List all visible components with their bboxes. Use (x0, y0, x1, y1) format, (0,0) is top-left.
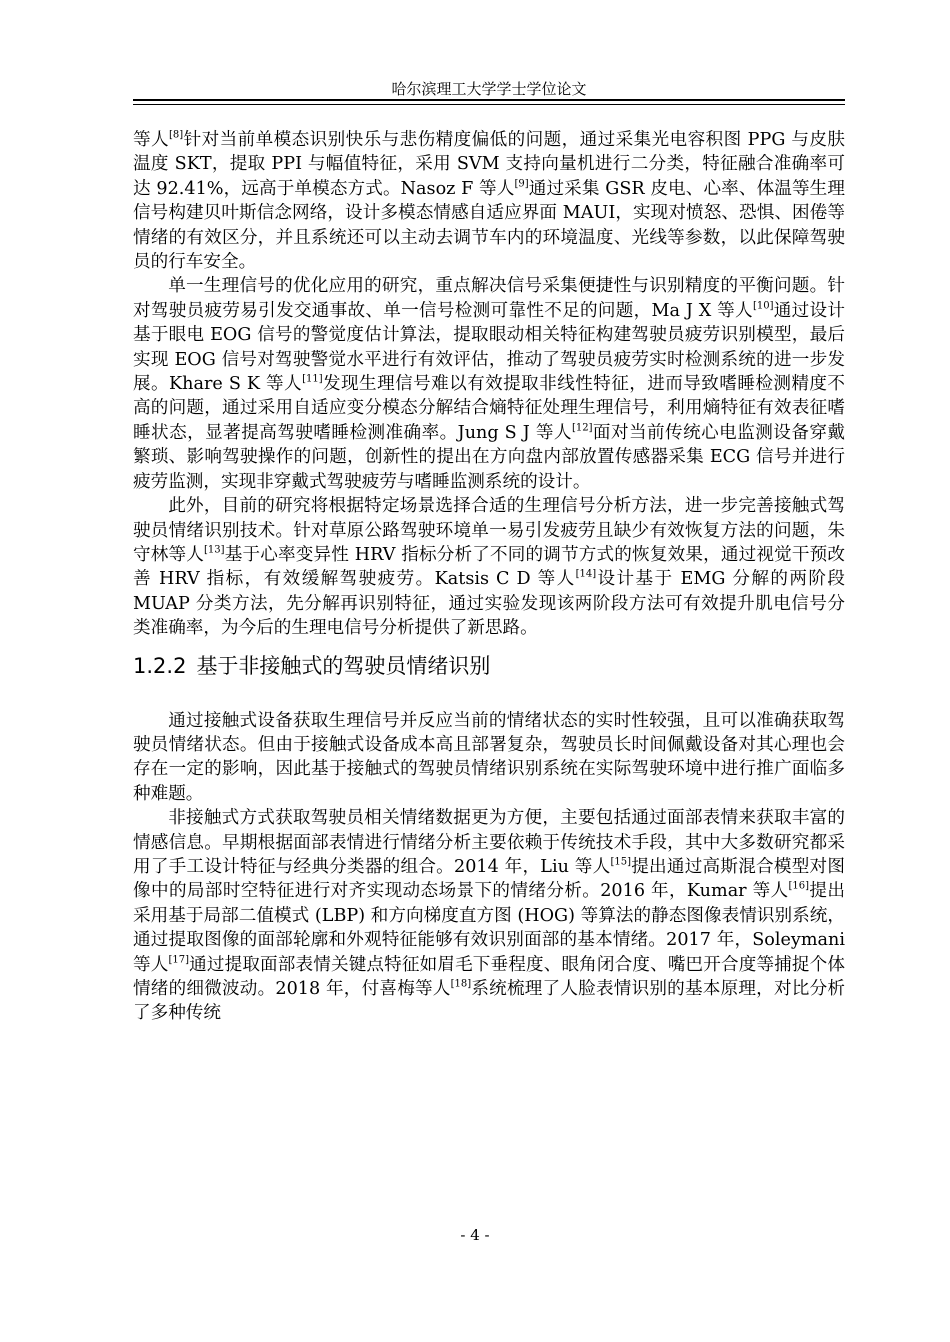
citation-ref: [17] (168, 954, 189, 966)
paragraph (133, 128, 845, 274)
text-run: 通过提取面部表情关键点特征如眉毛下垂程度、眼角闭合度、嘴巴开合度等捕捉个体情绪的细微波动。2018 年，付喜梅等人 (133, 954, 845, 999)
citation-ref: [15] (610, 856, 631, 868)
text-run: 此外，目前的研究将根据特定场景选择合适的生理信号分析方法，进一步完善接触式驾驶员情绪识别技术。针对草原公路驾驶环境单一易引发疲劳且缺少有效恢复方法的问题，朱守林等人 (133, 496, 845, 565)
citation-ref: [14] (575, 568, 597, 580)
text-run: 发现生理信号难以有效提取非线性特征，进而导致嗜睡检测精度不高的问题，通过采用自适应变分模态分解结合熵特征处理生理信号，利用熵特征有效表征嗜睡状态，显著提高驾驶嗜睡检测准确率。Jung S J 等人 (133, 374, 845, 443)
section-heading (133, 651, 845, 681)
citation-ref: [18] (450, 978, 472, 990)
citation-ref: [12] (571, 422, 593, 434)
citation-ref: [9] (514, 178, 529, 190)
text-run: 设计基于 EMG 分解的两阶段 MUAP 分类方法，先分解再识别特征，通过实验发现该两阶段方法可有效提升肌电信号分类准确率，为今后的生理电信号分析提供了新思路。 (133, 569, 845, 639)
text-run: 非接触式方式获取驾驶员相关情绪数据更为方便，主要包括通过面部表情来获取丰富的情感信息。早期根据面部表情进行情绪分析主要依赖于传统技术手段，其中大多数研究都采用了手工设计特征与经典分类器的组合。2014 年，Liu 等人 (133, 808, 845, 877)
text-run: 等人 (133, 130, 170, 150)
paragraph (133, 709, 845, 807)
text-run: 系统梳理了人脸表情识别的基本原理，对比分析了多种传统 (133, 979, 845, 1024)
section-title: 基于非接触式的驾驶员情绪识别 (196, 653, 491, 678)
section-number: 1.2.2 (133, 653, 187, 678)
text-run: 通过设计基于眼电 EOG 信号的警觉度估计算法，提取眼动相关特征构建驾驶员疲劳识别模型，最后实现 EOG 信号对驾驶警觉水平进行有效评估，推动了驾驶员疲劳实时检测系统的进一步发展。Khare S K 等人 (133, 300, 845, 395)
page-number: - 4 - (460, 1226, 490, 1244)
text-run: 提出通过高斯混合模型对图像中的局部时空特征进行对齐实现动态场景下的情绪分析。2016 年，Kumar 等人 (133, 856, 845, 902)
text-run: 面对当前传统心电监测设备穿戴繁琐、影响驾驶操作的问题，创新性的提出在方向盘内部放置传感器采集 ECG 信号并进行疲劳监测，实现非穿戴式驾驶疲劳与嗜睡监测系统的设计。 (133, 422, 845, 492)
paragraph (133, 274, 845, 494)
running-header: 哈尔滨理工大学学士学位论文 (391, 80, 587, 98)
text-run: 提出采用基于局部二值模式 (LBP) 和方向梯度直方图 (HOG) 等算法的静态图像表情识别系统，通过提取图像的面部轮廓和外观特征能够有效识别面部的基本情绪。2017 年，Soleymani 等人 (133, 881, 845, 975)
text-run: 通过接触式设备获取生理信号并反应当前的情绪状态的实时性较强，且可以准确获取驾驶员情绪状态。但由于接触式设备成本高且部署复杂，驾驶员长时间佩戴设备对其心理也会存在一定的影响，因此基于接触式的驾驶员情绪识别系统在实际驾驶环境中进行推广面临多种难题。 (133, 710, 845, 804)
text-run: 基于心率变异性 HRV 指标分析了不同的调节方式的恢复效果，通过视觉干预改善 HRV 指标，有效缓解驾驶疲劳。Katsis C D 等人 (133, 544, 845, 590)
paragraph-group-2 (133, 709, 845, 1026)
citation-ref: [8] (169, 129, 184, 141)
citation-ref: [11] (302, 373, 323, 385)
citation-ref: [16] (788, 880, 810, 892)
citation-ref: [10] (752, 300, 774, 312)
paragraph (133, 494, 845, 640)
paragraph (133, 806, 845, 1026)
paragraph-group-1 (133, 128, 845, 641)
header-rule-thick (133, 99, 845, 101)
text-run: 通过采集 GSR 皮电、心率、体温等生理信号构建贝叶斯信念网络，设计多模态情感自适应界面 MAUI，实现对愤怒、恐惧、困倦等情绪的有效区分，并且系统还可以主动去调节车内的环境温度、光线等参数，以此保障驾驶员的行车安全。 (133, 178, 845, 273)
citation-ref: [13] (204, 544, 225, 556)
text-run: 针对当前单模态识别快乐与悲伤精度偏低的问题，通过采集光电容积图 PPG 与皮肤温度 SKT，提取 PPI 与幅值特征，采用 SVM 支持向量机进行二分类，特征融合准确率可达 92.41%，远高于单模态方式。Nasoz F 等人 (133, 130, 845, 199)
header-rule-thin (133, 104, 845, 105)
body-text (133, 128, 845, 1026)
text-run: 单一生理信号的优化应用的研究，重点解决信号采集便捷性与识别精度的平衡问题。针对驾驶员疲劳易引发交通事故、单一信号检测可靠性不足的问题，Ma J X 等人 (133, 276, 845, 321)
